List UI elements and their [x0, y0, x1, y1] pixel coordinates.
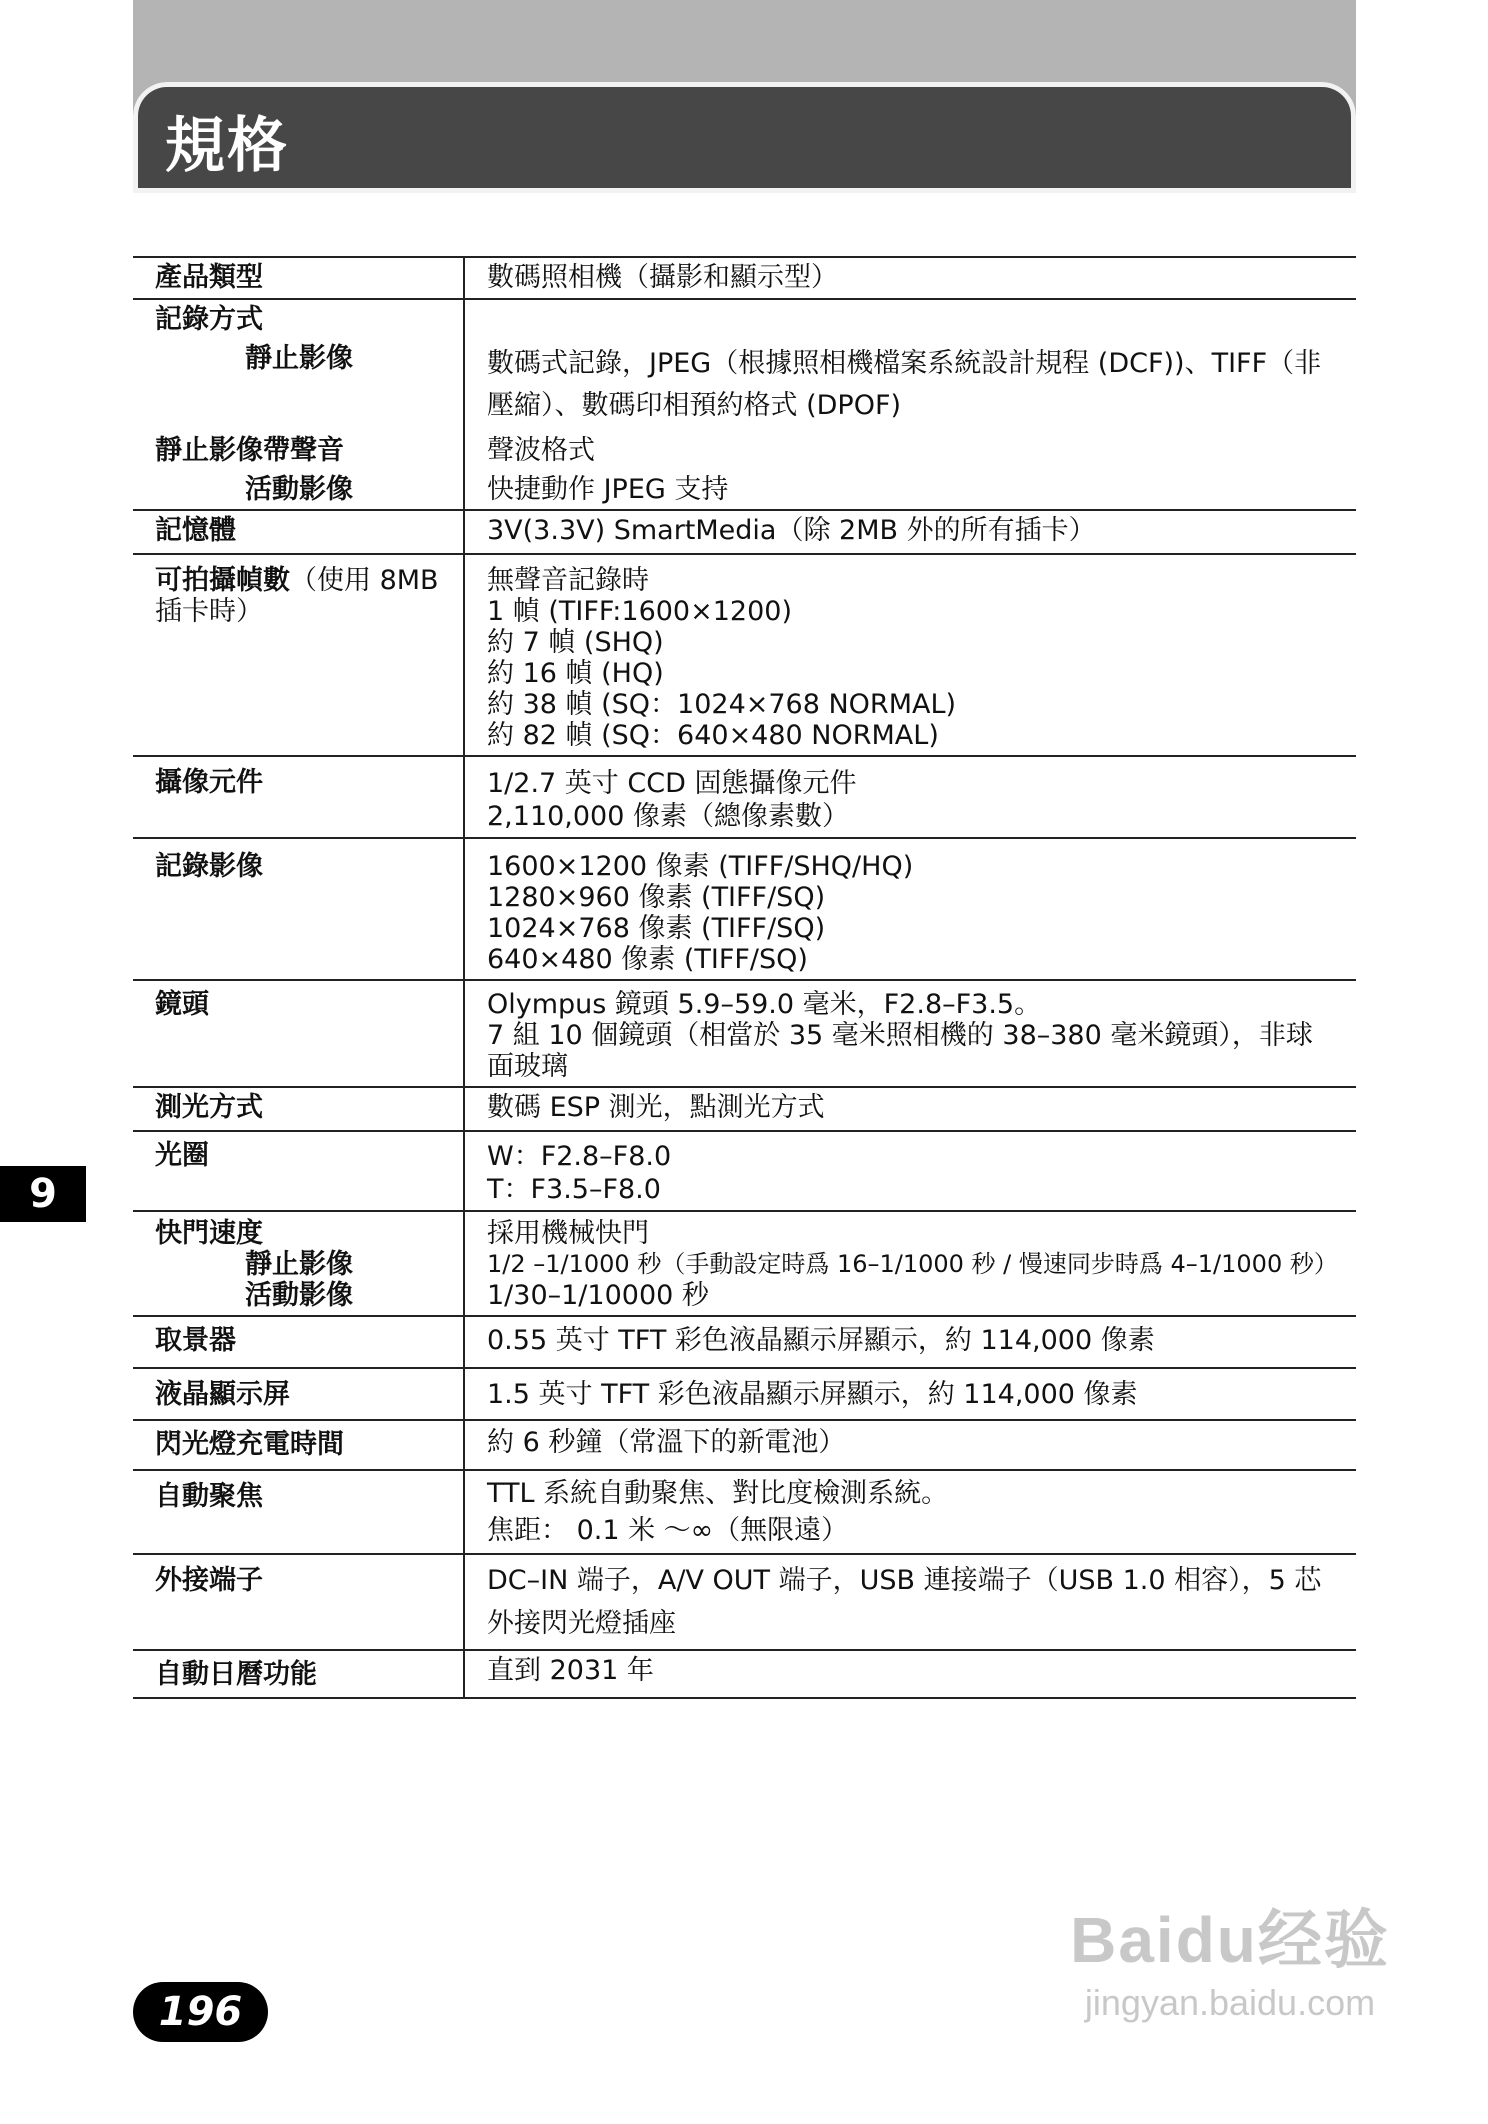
spec-value: 0.55 英寸 TFT 彩色液晶顯示屏顯示，約 114,000 像素 [464, 1316, 1356, 1368]
table-row [133, 431, 1356, 470]
spec-key: 可拍攝幀數（使用 8MB 插卡時） [133, 554, 464, 756]
spec-key: 自動聚焦 [133, 1470, 464, 1554]
table-row [133, 756, 1356, 838]
table-row [133, 1211, 1356, 1316]
spec-key: 記錄方式 [133, 299, 464, 339]
watermark [1055, 1900, 1405, 2075]
chapter-tab: 9 [0, 1166, 86, 1222]
header-tab [133, 82, 1356, 193]
spec-key: 測光方式 [133, 1087, 464, 1131]
spec-key: 液晶顯示屏 [133, 1368, 464, 1420]
spec-value: 數碼 ESP 測光，點測光方式 [464, 1087, 1356, 1131]
spec-value: 快捷動作 JPEG 支持 [464, 470, 1356, 510]
table-row [133, 510, 1356, 554]
spec-value: 直到 2031 年 [464, 1650, 1356, 1698]
spec-key: 自動日曆功能 [133, 1650, 464, 1698]
table-row [133, 339, 1356, 431]
spec-key: 鏡頭 [133, 980, 464, 1087]
spec-value: TTL 系統自動聚焦、對比度檢測系統。 焦距： 0.1 米 ～∞（無限遠） [464, 1470, 1356, 1554]
spec-key: 記憶體 [133, 510, 464, 554]
table-row [133, 838, 1356, 980]
table-row [133, 1368, 1356, 1420]
spec-value: 約 6 秒鐘（常溫下的新電池） [464, 1420, 1356, 1470]
table-row [133, 1554, 1356, 1650]
spec-value: 無聲音記錄時 1 幀 (TIFF:1600×1200) 約 7 幀 (SHQ) 約 16 幀 (HQ) 約 38 幀 (SQ：1024×768 NORMAL) 約 82 幀 (SQ：640×480 NORMAL) [464, 554, 1356, 756]
spec-value: 1.5 英寸 TFT 彩色液晶顯示屏顯示，約 114,000 像素 [464, 1368, 1356, 1420]
table-row [133, 1650, 1356, 1698]
spec-value: 1/2.7 英寸 CCD 固態攝像元件 2,110,000 像素（總像素數） [464, 756, 1356, 838]
spec-value: 3V(3.3V) SmartMedia（除 2MB 外的所有插卡） [464, 510, 1356, 554]
table-row [133, 1420, 1356, 1470]
spec-key: 記錄影像 [133, 838, 464, 980]
spec-key: 靜止影像帶聲音 [133, 431, 464, 470]
spec-value: W：F2.8–F8.0 T：F3.5–F8.0 [464, 1131, 1356, 1211]
page-number: 196 [133, 1982, 268, 2042]
watermark-url: jingyan.baidu.com [1084, 1982, 1376, 2023]
table-row [133, 1470, 1356, 1554]
spec-key: 活動影像 [133, 470, 464, 510]
spec-value: 聲波格式 [487, 435, 595, 466]
table-row [133, 1131, 1356, 1211]
spec-value: DC–IN 端子，A/V OUT 端子，USB 連接端子（USB 1.0 相容），5 芯 外接閃光燈插座 [464, 1554, 1356, 1650]
table-row [133, 1316, 1356, 1368]
spec-key: 產品類型 [133, 257, 464, 299]
spec-key: 光圈 [133, 1131, 464, 1211]
spec-key: 閃光燈充電時間 [133, 1420, 464, 1470]
table-row [133, 257, 1356, 299]
spec-key: 攝像元件 [133, 756, 464, 838]
table-row [133, 299, 1356, 339]
table-row [133, 1087, 1356, 1131]
spec-key: 快門速度 靜止影像 活動影像 [133, 1211, 464, 1316]
spec-value: Olympus 鏡頭 5.9–59.0 毫米，F2.8–F3.5。 7 組 10 個鏡頭（相當於 35 毫米照相機的 38–380 毫米鏡頭），非球 面玻璃 [464, 980, 1356, 1087]
spec-value: 數碼式記錄，JPEG（根據照相機檔案系統設計規程 (DCF))、TIFF（非 壓縮）、數碼印相預約格式 (DPOF) [487, 348, 1322, 421]
table-row [133, 980, 1356, 1087]
page-title: 規格 [165, 111, 289, 181]
table-row [133, 554, 1356, 756]
spec-key: 靜止影像 [133, 339, 464, 431]
spec-key-note: （使用 8MB 插卡時） [155, 565, 439, 627]
spec-value: 1600×1200 像素 (TIFF/SHQ/HQ) 1280×960 像素 (TIFF/SQ) 1024×768 像素 (TIFF/SQ) 640×480 像素 (TIFF/SQ) [464, 838, 1356, 980]
spec-key: 外接端子 [133, 1554, 464, 1650]
spec-value: 採用機械快門 1/2 –1/1000 秒（手動設定時爲 16–1/1000 秒 / 慢速同步時爲 4–1/1000 秒） 1/30–1/10000 秒 [464, 1211, 1356, 1316]
spec-key: 取景器 [133, 1316, 464, 1368]
spec-value: 數碼照相機（攝影和顯示型） [464, 257, 1356, 299]
spec-table [133, 256, 1356, 1699]
spec-value [464, 299, 1356, 339]
watermark-logo: Baidu经验 [1070, 1904, 1390, 1976]
table-row [133, 470, 1356, 510]
